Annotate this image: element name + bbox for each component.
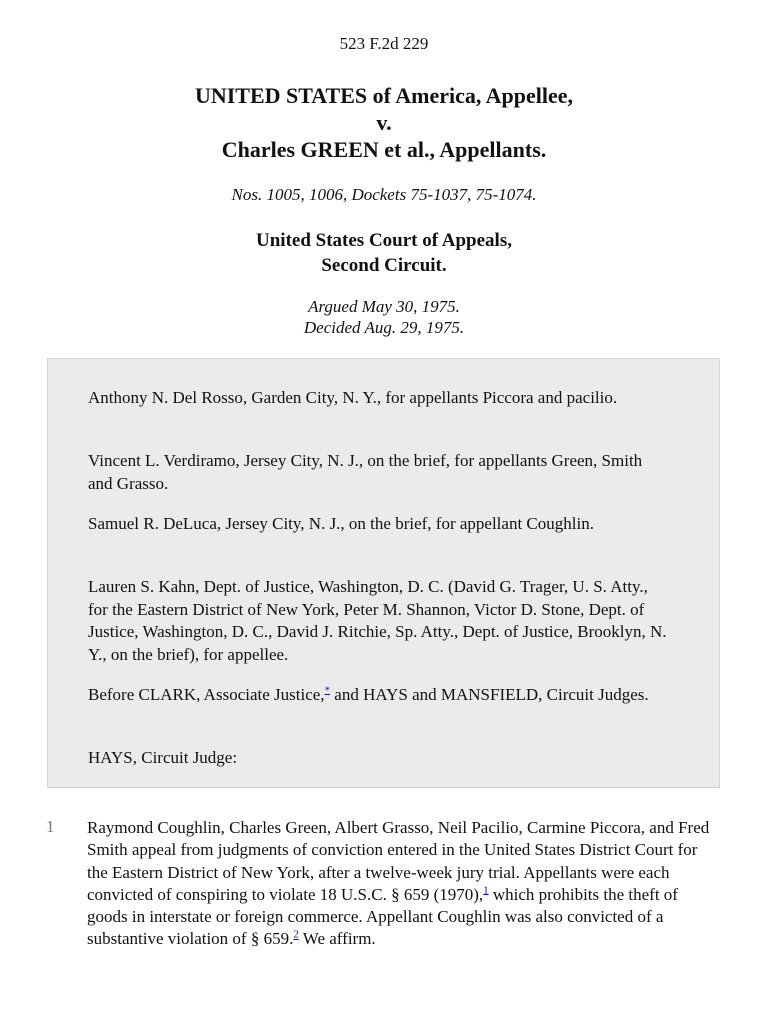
decided-date: Decided Aug. 29, 1975.: [303, 318, 465, 337]
panel-judges: [88, 684, 668, 707]
footnote-link-star[interactable]: *: [324, 684, 331, 697]
panel-judges-before: Before CLARK, Associate Justice,: [88, 685, 325, 704]
panel-judges-after: and HAYS and MANSFIELD, Circuit Judges.: [330, 685, 649, 704]
counsel-panel: [47, 358, 720, 788]
case-citation: 523 F.2d 229: [339, 34, 429, 53]
court-name-line2: Second Circuit.: [321, 255, 447, 276]
caption-appellants: Charles GREEN et al., Appellants.: [221, 137, 547, 162]
case-dates: [0, 296, 768, 338]
footnote-link-2[interactable]: 2: [293, 928, 299, 941]
counsel-paragraph-3: Samuel R. DeLuca, Jersey City, N. J., on the brief, for appellant Coughlin.: [88, 514, 594, 533]
opinion-text-part-3: We affirm.: [298, 929, 376, 949]
counsel-paragraph-1: Anthony N. Del Rosso, Garden City, N. Y., for appellants Piccora and pacilio.: [88, 388, 618, 407]
court-name: [0, 228, 768, 278]
paragraph-number: 1: [46, 817, 55, 836]
case-caption: [0, 82, 768, 163]
counsel-paragraph-4: Lauren S. Kahn, Dept. of Justice, Washington, D. C. (David G. Trager, U. S. Atty., for the Eastern District of New York, Peter M. Shannon, Victor D. Stone, Dept. of Justice, Washington, D. C., David J. Ritchie, Sp. Atty., Dept. of Justice, Brooklyn, N. Y., on the brief), for appellee.: [88, 577, 667, 664]
caption-versus: v.: [376, 110, 392, 135]
footnote-link-1[interactable]: 1: [483, 884, 489, 897]
argued-date: Argued May 30, 1975.: [308, 297, 460, 316]
opinion-text-part-1: Raymond Coughlin, Charles Green, Albert Grasso, Neil Pacilio, Carmine Piccora, and Fred Smith appeal from judgments of conviction entered in the United States District Court for the Eastern District of New York, after a twelve-week jury trial. Appellants were each convicted of conspiring to violate 18 U.S.C. § 659 (1970),: [87, 818, 710, 904]
docket-numbers: Nos. 1005, 1006, Dockets 75-1037, 75-1074.: [231, 185, 537, 204]
counsel-paragraph-2: Vincent L. Verdiramo, Jersey City, N. J., on the brief, for appellants Green, Smith and Grasso.: [88, 451, 643, 493]
opinion-text-part-2: which prohibits the theft of goods in interstate or foreign commerce. Appellant Coughlin was also convicted of a substantive violation of § 659.: [87, 884, 678, 949]
court-name-line1: United States Court of Appeals,: [256, 230, 512, 251]
caption-appellee: UNITED STATES of America, Appellee,: [194, 83, 574, 108]
opinion-author: HAYS, Circuit Judge:: [88, 748, 238, 767]
opinion-paragraph: [87, 817, 719, 951]
